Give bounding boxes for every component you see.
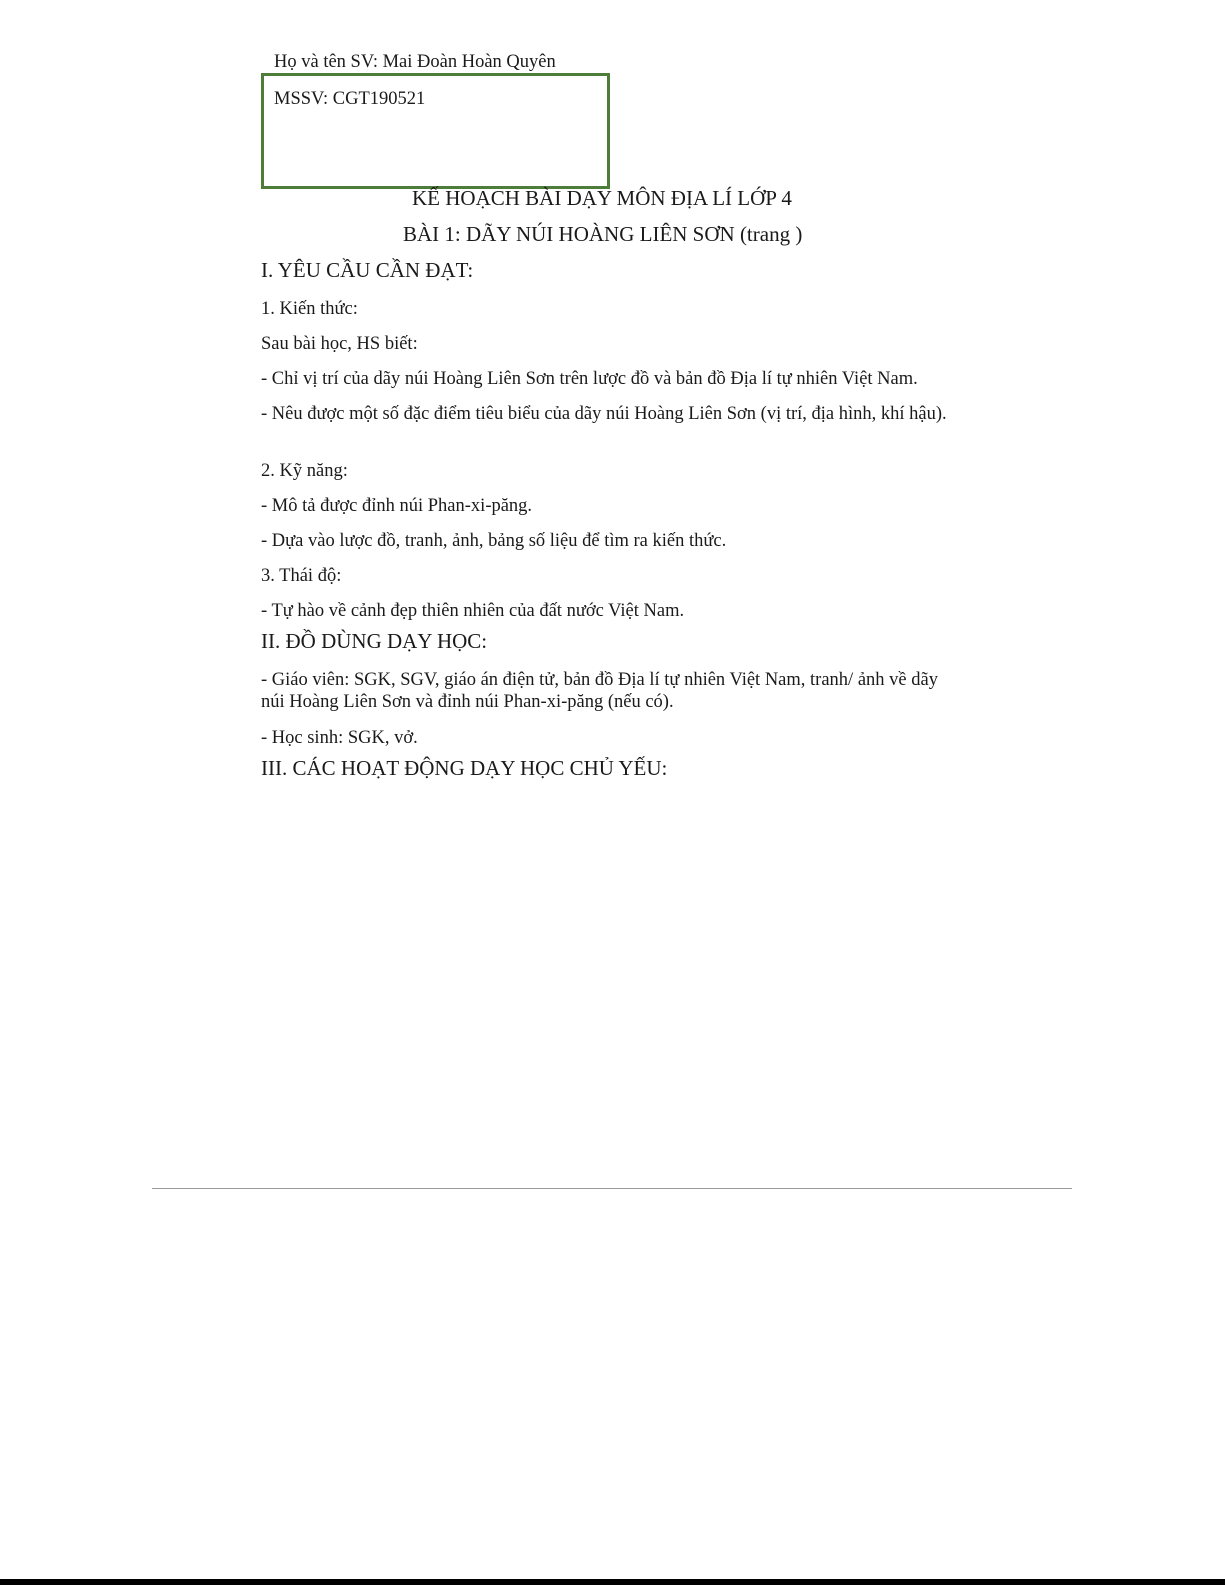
knowledge-item: - Chỉ vị trí của dãy núi Hoàng Liên Sơn trên lược đồ và bản đồ Địa lí tự nhiên Việt Nam.: [261, 369, 918, 389]
section-requirements-heading: I. YÊU CẦU CẦN ĐẠT:: [261, 258, 474, 282]
section-materials-heading: II. ĐỒ DÙNG DẠY HỌC:: [261, 629, 488, 653]
knowledge-item: - Nêu được một số đặc điểm tiêu biểu của dãy núi Hoàng Liên Sơn (vị trí, địa hình, khí hậu).: [261, 404, 947, 424]
knowledge-heading: 1. Kiến thức:: [261, 299, 358, 319]
student-id-line: MSSV: CGT190521: [274, 89, 426, 109]
skills-item: - Mô tả được đỉnh núi Phan-xi-păng.: [261, 496, 533, 516]
lesson-plan-title: KẾ HOẠCH BÀI DẠY MÔN ĐỊA LÍ LỚP 4: [412, 186, 792, 210]
lesson-title: BÀI 1: DÃY NÚI HOÀNG LIÊN SƠN (trang ): [403, 222, 803, 246]
attitude-heading: 3. Thái độ:: [261, 566, 342, 586]
materials-item: - Học sinh: SGK, vở.: [261, 728, 418, 748]
student-name-line: Họ và tên SV: Mai Đoàn Hoàn Quyên: [274, 52, 556, 72]
skills-item: - Dựa vào lược đồ, tranh, ảnh, bảng số liệu để tìm ra kiến thức.: [261, 531, 727, 551]
attitude-item: - Tự hào về cảnh đẹp thiên nhiên của đất nước Việt Nam.: [261, 601, 685, 621]
section-activities-heading: III. CÁC HOẠT ĐỘNG DẠY HỌC CHỦ YẾU:: [261, 756, 668, 780]
materials-item: - Giáo viên: SGK, SGV, giáo án điện tử, bản đồ Địa lí tự nhiên Việt Nam, tranh/ ảnh về dãy núi Hoàng Liên Sơn và đỉnh núi Phan-xi-păng (nếu có).: [261, 670, 938, 712]
page-divider: [152, 1188, 1072, 1189]
bottom-edge-bar: [0, 1579, 1225, 1585]
skills-heading: 2. Kỹ năng:: [261, 461, 348, 481]
knowledge-intro: Sau bài học, HS biết:: [261, 334, 418, 354]
